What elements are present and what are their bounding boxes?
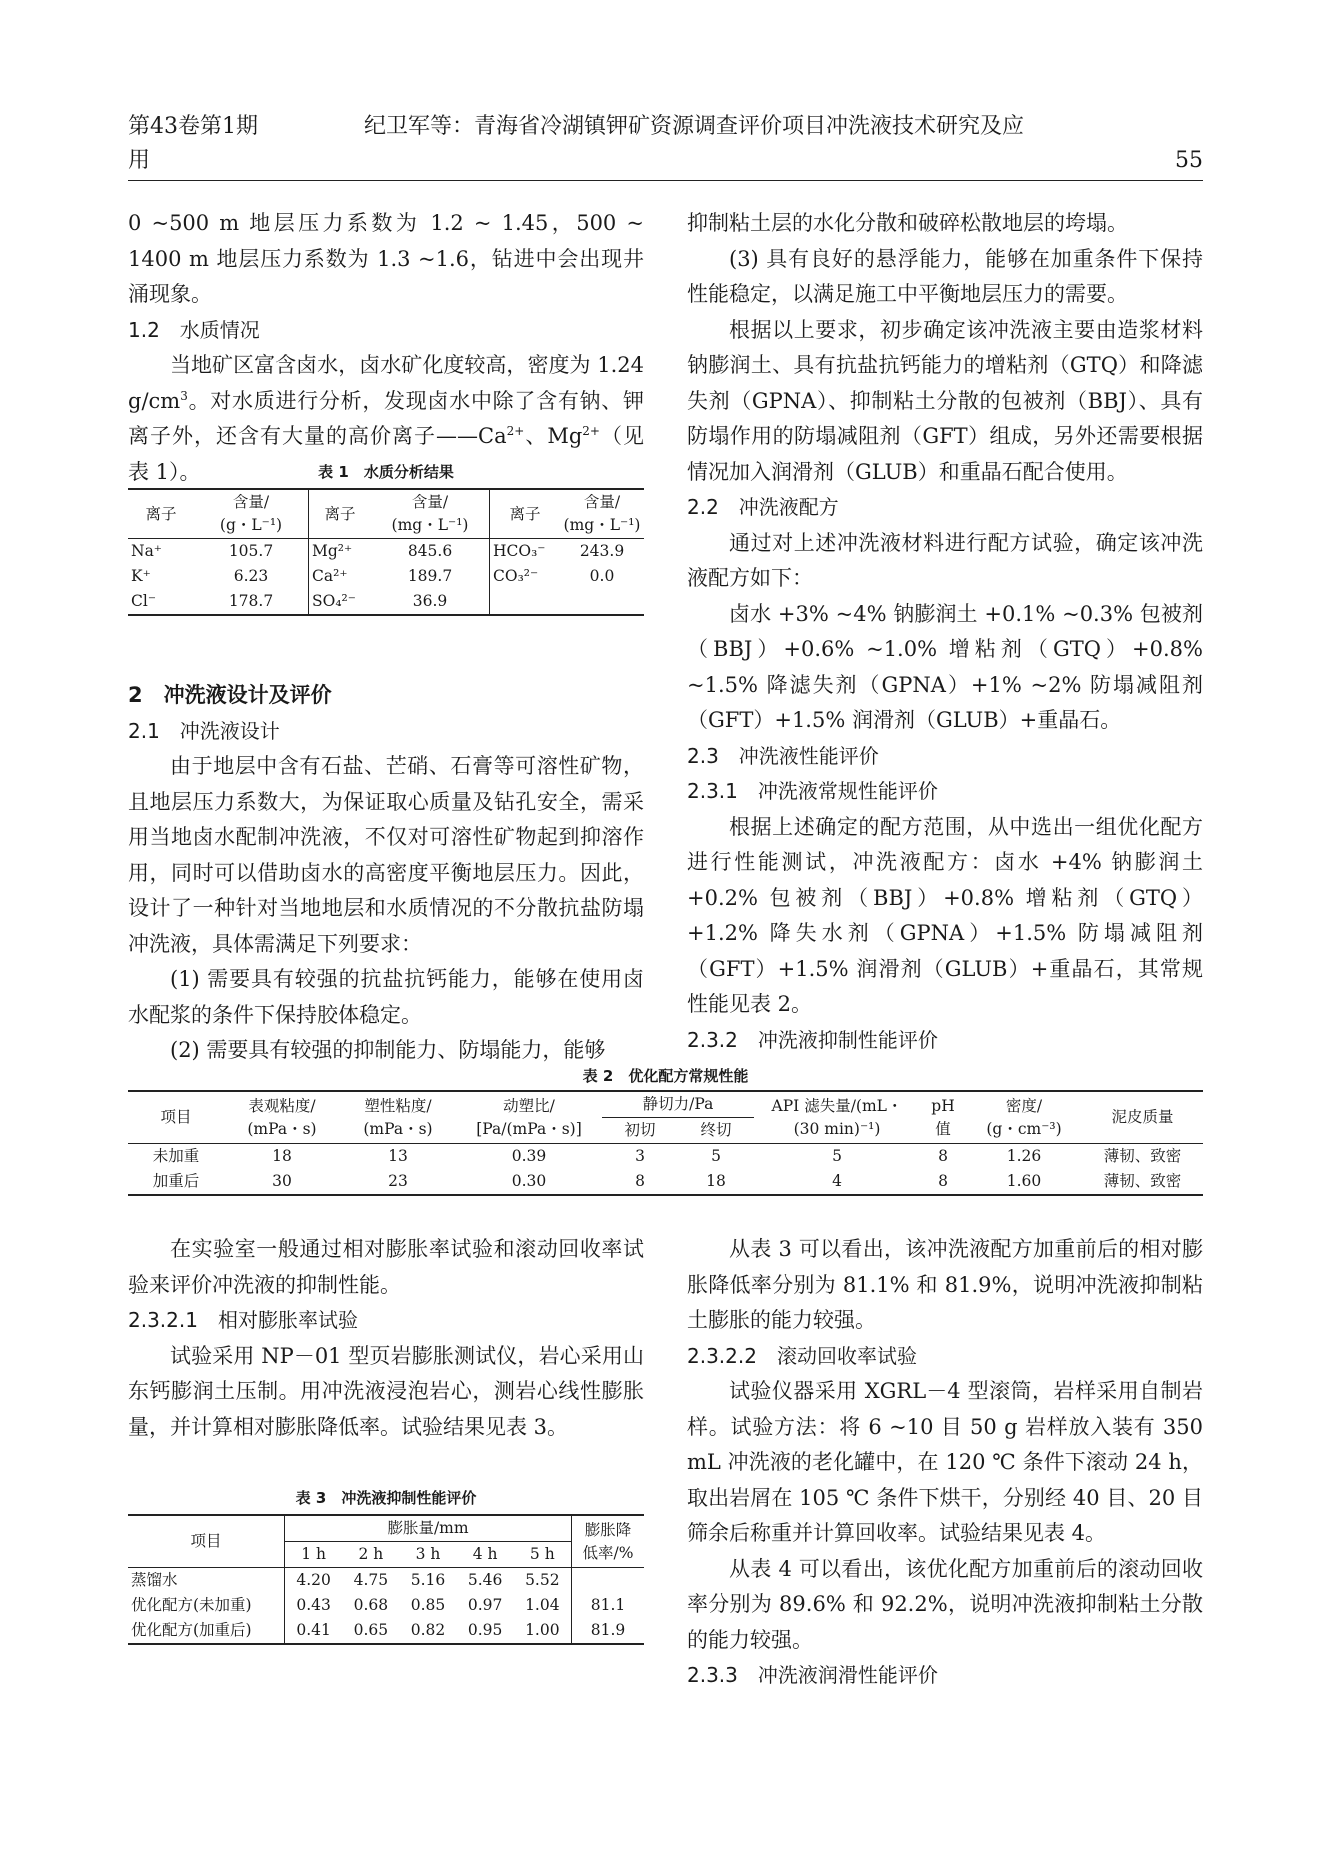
paragraph: 从表 4 可以看出，该优化配方加重前后的滚动回收率分别为 89.6% 和 92.2%，说明冲洗液抑制粘土分散的能力较强。 [687,1556,1203,1652]
table-3 [128,1486,644,1645]
table-caption: 表 2 优化配方常规性能 [582,1067,749,1085]
section-heading-2-3-1: 2.3.1 冲洗液常规性能评价 [687,779,938,803]
table-header: 含量/ (mg・L⁻¹) [371,489,490,539]
paragraph: 试验采用 NP－01 型页岩膨胀测试仪，岩心采用山东钙膨润土压制。用冲洗液浸泡岩心，测岩心线性膨胀量，并计算相对膨胀降低率。试验结果见表 3。 [128,1343,644,1439]
section-heading-2-3-2: 2.3.2 冲洗液抑制性能评价 [687,1027,938,1052]
paragraph: (1) 需要具有较强的抗盐抗钙能力，能够在使用卤水配浆的条件下保持胶体稳定。 [128,967,644,1027]
left-column-top [128,206,644,490]
header-rule [128,180,1203,181]
running-header [128,110,1203,178]
paragraph: 试验仪器采用 XGRL－4 型滚筒，岩样采用自制岩样。试验方法：将 6 ~10 目 50 g 岩样放入装有 350 mL 冲洗液的老化罐中，在 120 ℃ 条件下滚动 24 h，取出岩屑在 105 ℃ 条件下烘干，分别经 40 目、20 目筛余后称重并计算回收率。试验结果见表 4。 [687,1379,1203,1545]
section-heading-1-2: 1.2 水质情况 [128,317,260,342]
paragraph: (2) 需要具有较强的抑制能力、防塌能力，能够 [170,1038,606,1062]
table-2 [128,1064,1203,1196]
paragraph: 0 ~500 m 地层压力系数为 1.2 ~ 1.45，500 ~ 1400 m 地层压力系数为 1.3 ~1.6，钻进中会出现井涌现象。 [128,211,644,306]
left-column-bottom [128,1232,644,1445]
table-row: 蒸馏水 4.20 4.75 5.16 5.46 5.52 [128,1568,644,1594]
table-row: 加重后 30 23 0.30 8 18 4 8 1.60 薄韧、致密 [128,1169,1203,1195]
paragraph: 在实验室一般通过相对膨胀率试验和滚动回收率试验来评价冲洗液的抑制性能。 [128,1237,644,1297]
paragraph: 根据以上要求，初步确定该冲洗液主要由造浆材料钠膨润土、具有抗盐抗钙能力的增粘剂（GTQ）和降滤失剂（GPNA）、抑制粘土分散的包被剂（BBJ）、具有防塌作用的防塌减阻剂（GFT）组成，另外还需要根据情况加入润滑剂（GLUB）和重晶石配合使用。 [687,317,1203,484]
table-header: 离子 [509,504,541,523]
paragraph: (3) 具有良好的悬浮能力，能够在加重条件下保持性能稳定，以满足施工中平衡地层压力的需要。 [687,246,1203,306]
running-title: 纪卫军等：青海省冷湖镇钾矿资源调查评价项目冲洗液技术研究及应 [364,114,1025,139]
paragraph-water-quality: 当地矿区富含卤水，卤水矿化度较高，密度为 1.24 $g/cm^3$。对水质进行分析，发现卤水中除了含有钠、钾离子外，还含有大量的高价离子$——Ca^{2+}$、$Mg^{2+}$（见表 1）。 [128,353,644,484]
performance-table: 项目 表观粘度/ (mPa・s) 塑性粘度/ (mPa・s) 动塑比/ [Pa/(mPa・s)] 静切力/Pa API 滤失量/(mL・ (30 min)⁻¹) pH 值 密度/ (g・cm⁻³) 泥皮质量 初切 终切 未加重 18 13 0.39 3 5 5 8 1.26 薄韧、致密 加重后 30 23 0.30 8 18 4 8 1.60 薄韧、致密 [128,1090,1203,1196]
section-heading-2: 2 冲洗液设计及评价 [128,683,332,707]
section-heading-2-2: 2.2 冲洗液配方 [687,495,839,519]
table-1 [128,460,644,616]
table-row: Na⁺ 105.7 Mg²⁺ 845.6 HCO₃⁻ 243.9 [128,539,644,565]
paragraph: 从表 3 可以看出，该冲洗液配方加重前后的相对膨胀降低率分别为 81.1% 和 81.9%，说明冲洗液抑制粘土膨胀的能力较强。 [687,1237,1203,1332]
section-heading-2-3-2-2: 2.3.2.2 滚动回收率试验 [687,1343,917,1368]
table-header: 离子 [324,504,356,523]
section-heading-2-3: 2.3 冲洗液性能评价 [687,743,879,768]
left-column-middle [128,678,644,1069]
table-header: 含量/ (g・L⁻¹) [194,489,309,539]
page-number: 55 [1175,148,1203,173]
paragraph: 由于地层中含有石盐、芒硝、石膏等可溶性矿物，且地层压力系数大，为保证取心质量及钻孔安全，需采用当地卤水配制冲洗液，不仅对可溶性矿物起到抑溶作用，同时可以借助卤水的高密度平衡地层压力。因此，设计了一种针对当地地层和水质情况的不分散抗盐防塌冲洗液，具体需满足下列要求： [128,754,644,956]
table-row: 优化配方(未加重) 0.43 0.68 0.85 0.97 1.04 81.1 [128,1593,644,1618]
table-row: 优化配方(加重后) 0.41 0.65 0.82 0.95 1.00 81.9 [128,1618,644,1644]
running-title-continued: 用 [128,148,151,173]
section-heading-2-1: 2.1 冲洗液设计 [128,718,280,743]
paragraph: 抑制粘土层的水化分散和破碎松散地层的垮塌。 [687,211,1128,235]
journal-volume: 第43卷第1期 [128,114,258,139]
table-caption: 表 1 水质分析结果 [318,463,454,481]
table-row: Cl⁻ 178.7 SO₄²⁻ 36.9 [128,589,644,615]
paragraph: 通过对上述冲洗液材料进行配方试验，确定该冲洗液配方如下： [687,530,1203,590]
paragraph: 根据上述确定的配方范围，从中选出一组优化配方进行性能测试，冲洗液配方：卤水 +4% 钠膨润土 +0.2% 包被剂（BBJ）+0.8% 增粘剂（GTQ）+1.2% 降失水剂（GPNA）+1.5% 防塌减阻剂（GFT）+1.5% 润滑剂（GLUB）+重晶石，其常规性能见表 2。 [687,814,1203,1016]
inhibition-table: 项目 膨胀量/mm 膨胀降 低率/% 1 h 2 h 3 h 4 h 5 h 蒸馏水 4.20 4.75 5.16 5.46 5.52 优化配方(未加重) 0.43 0.68 0.85 0.97 1.04 81.1 优化配方(加重后) 0.41 0.65 0.82 0.95 1.00 81.9 [128,1514,644,1645]
table-row: 未加重 18 13 0.39 3 5 5 8 1.26 薄韧、致密 [152,1147,1182,1165]
section-heading-2-3-3: 2.3.3 冲洗液润滑性能评价 [687,1663,938,1687]
water-analysis-table [128,488,644,616]
right-column-top [687,206,1203,1058]
paragraph-formula: 卤水 +3% ~4% 钠膨润土 +0.1% ~0.3% 包被剂（BBJ）+0.6% ~1.0% 增粘剂（GTQ）+0.8% ~1.5% 降滤失剂（GPNA）+1% ~2% 防塌减阻剂（GFT）+1.5% 润滑剂（GLUB）+重晶石。 [687,601,1203,732]
section-heading-2-3-2-1: 2.3.2.1 相对膨胀率试验 [128,1308,358,1332]
right-column-bottom [687,1232,1203,1694]
table-header: 离子 [145,504,177,523]
table-caption: 表 3 冲洗液抑制性能评价 [295,1489,477,1507]
table-row: K⁺ 6.23 Ca²⁺ 189.7 CO₃²⁻ 0.0 [128,564,644,589]
table-header: 含量/ (mg・L⁻¹) [563,493,641,534]
